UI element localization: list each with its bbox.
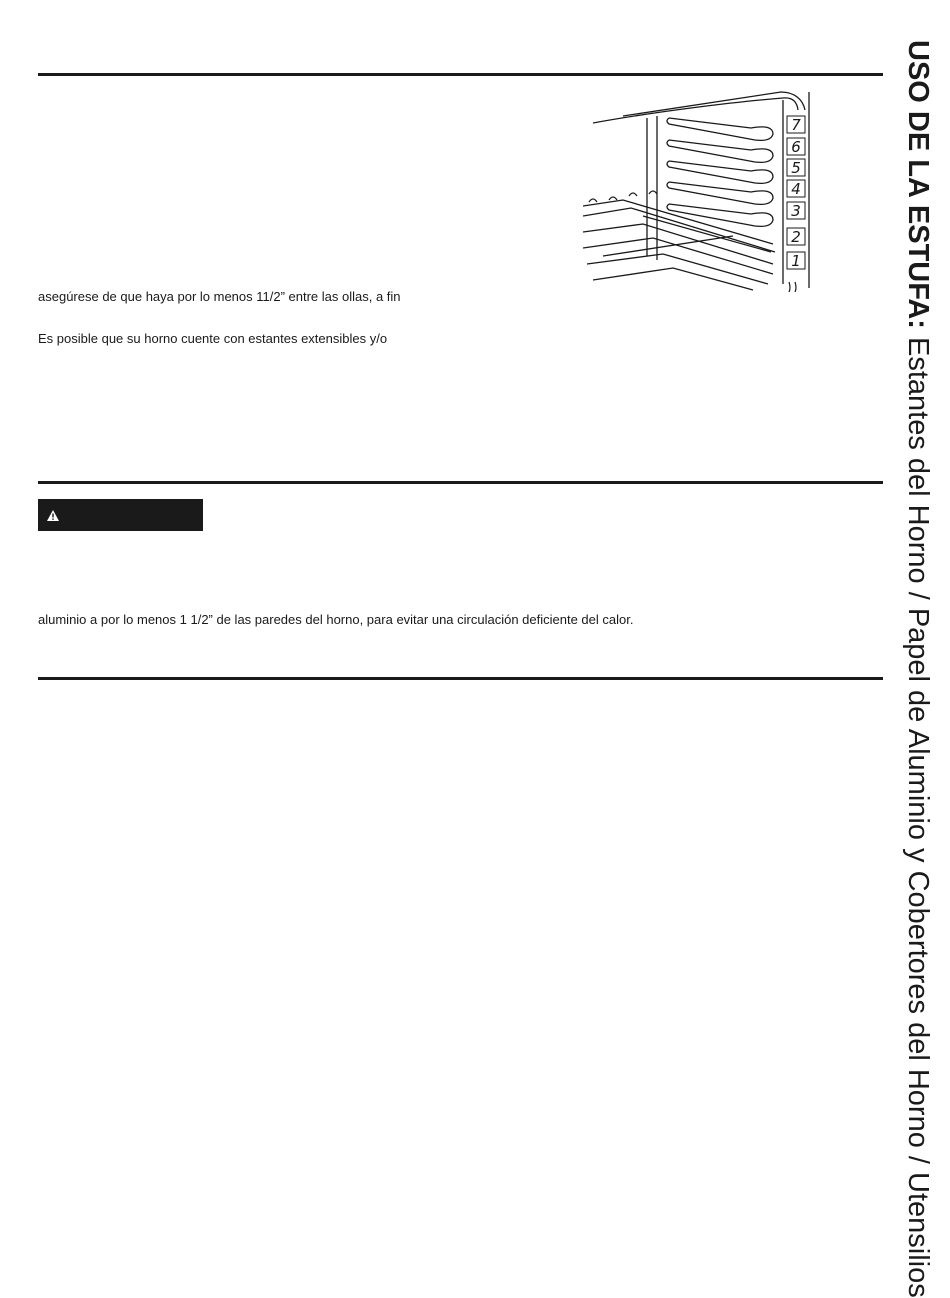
rack-guide [667, 204, 773, 226]
rack-position-label: 3 [791, 202, 801, 220]
rack-position-label: 2 [791, 228, 801, 246]
body-text-line: aluminio a por lo menos 1 1/2” de las paredes del horno, para evitar una circulación deficiente del calor. [38, 612, 634, 627]
body-text-line: asegúrese de que haya por lo menos 11/2” entre las ollas, a fin [38, 289, 401, 304]
warning-badge [38, 499, 203, 531]
section-title-topics: Estantes del Horno / Papel de Aluminio y Cobertores del Horno / Utensilios [902, 328, 934, 1298]
rack-position-label: 4 [791, 180, 801, 198]
warning-triangle-icon [46, 509, 60, 522]
section-divider-middle [38, 481, 883, 484]
rack-position-label: 7 [791, 116, 801, 134]
rack-guide [667, 182, 773, 204]
section-title [900, 40, 936, 1298]
rack-position-label: 6 [791, 138, 801, 156]
rack-guide [667, 140, 773, 162]
rack-position-label: 5 [791, 159, 801, 177]
rack-guide [667, 118, 773, 140]
rack-guide [667, 161, 773, 183]
section-divider-top [38, 73, 883, 76]
oven-rack-diagram [583, 88, 813, 292]
body-text-line: Es posible que su horno cuente con estantes extensibles y/o [38, 331, 388, 346]
section-title-category: USO DE LA ESTUFA: [902, 40, 934, 329]
section-divider-bottom [38, 677, 883, 680]
rack-position-label: 1 [791, 252, 801, 270]
